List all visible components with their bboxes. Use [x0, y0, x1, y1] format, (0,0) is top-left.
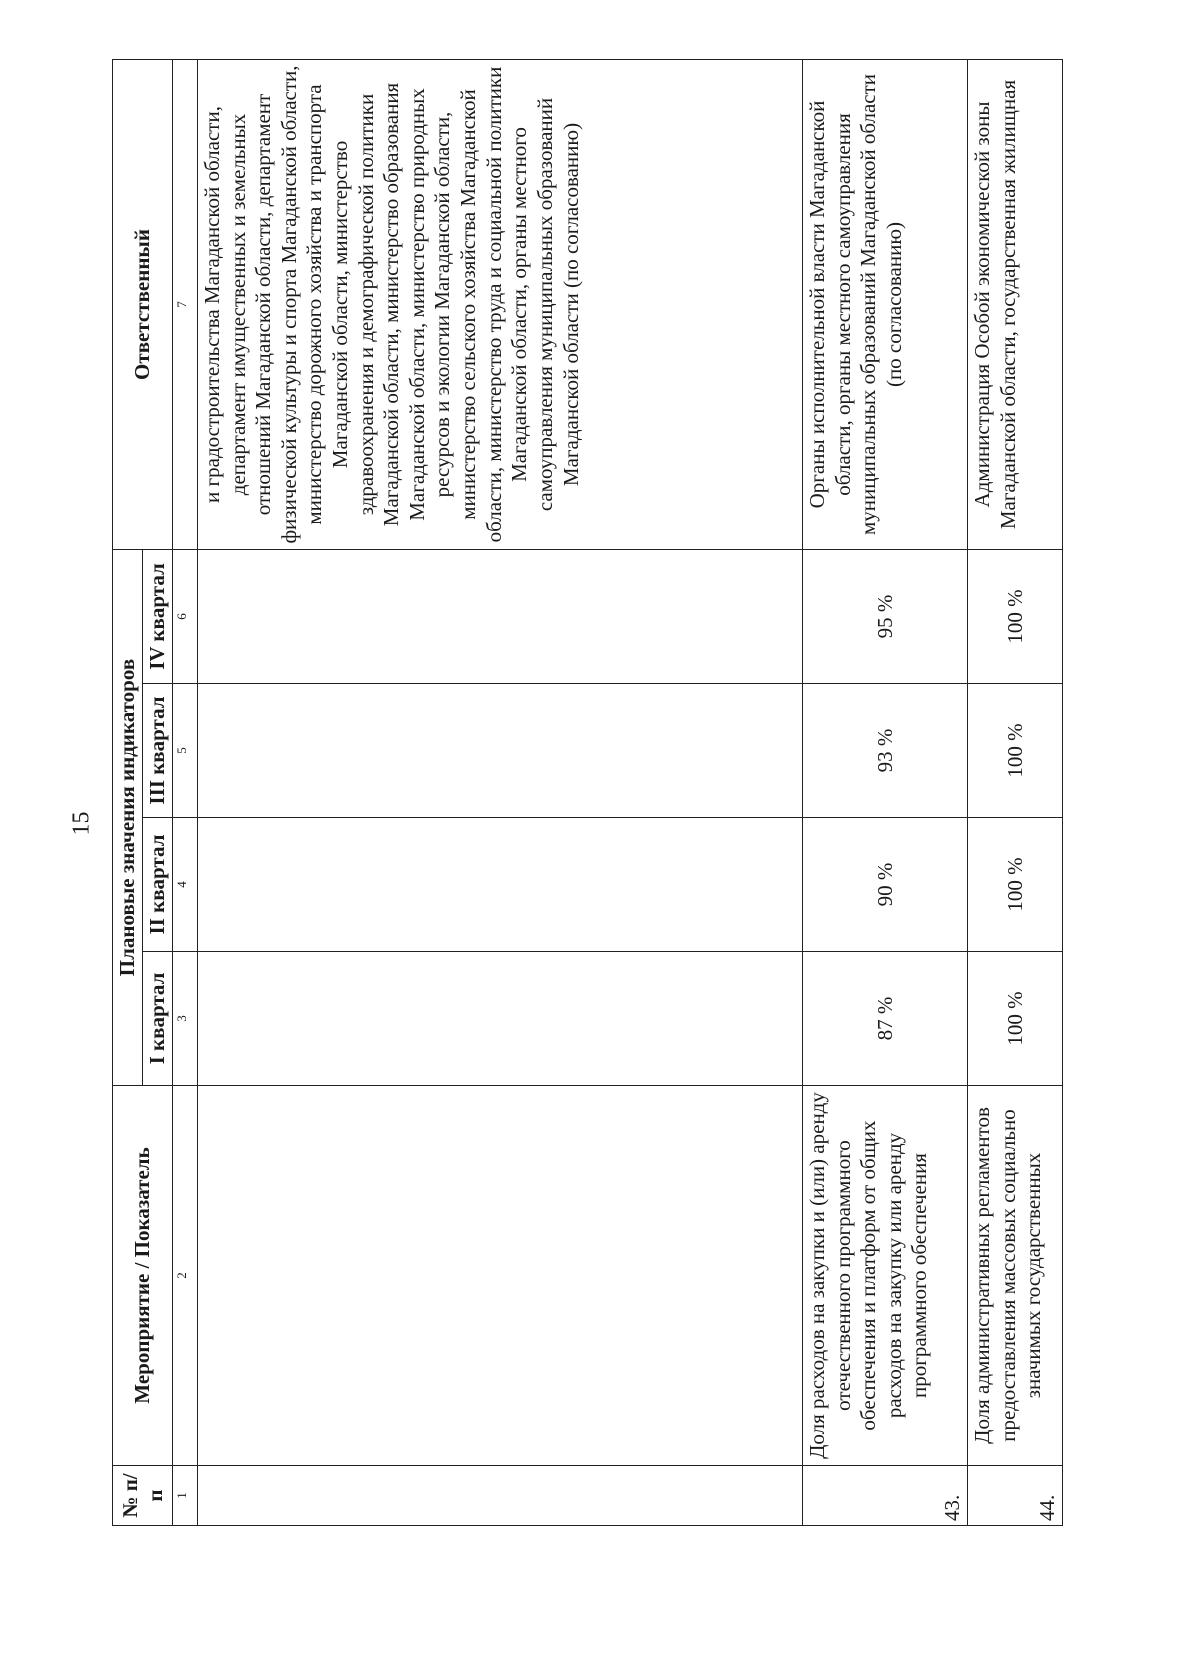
row-q3: 100 % — [968, 684, 1063, 818]
indicators-table — [112, 59, 1063, 1526]
col-number: 3 — [173, 952, 198, 1086]
row-event — [198, 1086, 803, 1466]
header-plan-group: Плановые значения индикаторов — [113, 550, 143, 1086]
row-responsible: и градостроительства Магаданской области, департамент имущественных и земельных отношений Магаданской области, департамент физической культуры и спорта Магаданской области, министерство дорожного хозяйства и транспорта Магаданской области, министерство здравоохранения и демографической политики Магаданской области, министерство образования Магаданской области, министерство природных ресурсов и экологии Магаданской области, министерство сельского хозяйства Магаданской области, министерство труда и социальной политики Магаданской области, органы местного самоуправления муниципальных образований Магаданской области (по согласованию) — [198, 60, 803, 550]
row-q4: 95 % — [803, 550, 968, 684]
row-q4 — [198, 550, 803, 684]
header-event: Мероприятие / Показатель — [113, 1086, 173, 1466]
row-q2: 90 % — [803, 818, 968, 952]
col-number: 4 — [173, 818, 198, 952]
rotated-table-container — [112, 60, 1082, 1526]
row-q2 — [198, 818, 803, 952]
row-no: 43. — [803, 1466, 968, 1526]
table-row — [198, 60, 803, 1526]
col-number: 1 — [173, 1466, 198, 1526]
col-number: 7 — [173, 60, 198, 550]
header-no: № п/п — [113, 1466, 173, 1526]
header-q3: III квартал — [143, 684, 173, 818]
col-number: 6 — [173, 550, 198, 684]
row-no: 44. — [968, 1466, 1063, 1526]
header-q2: II квартал — [143, 818, 173, 952]
header-responsible: Ответственный — [113, 60, 173, 550]
row-responsible: Администрация Особой экономической зоны Магаданской области, государственная жилищная — [968, 60, 1063, 550]
row-q3: 93 % — [803, 684, 968, 818]
table-row — [968, 60, 1063, 1526]
row-no — [198, 1466, 803, 1526]
row-q1: 100 % — [968, 952, 1063, 1086]
row-q4: 100 % — [968, 550, 1063, 684]
row-q3 — [198, 684, 803, 818]
table-row — [803, 60, 968, 1526]
page-number: 15 — [68, 811, 95, 836]
column-number-row — [173, 60, 198, 1526]
row-q1: 87 % — [803, 952, 968, 1086]
row-responsible: Органы исполнительной власти Магаданской области, органы местного самоуправления муниципальных образований Магаданской области (по согласованию) — [803, 60, 968, 550]
header-row-1 — [113, 60, 143, 1526]
row-q2: 100 % — [968, 818, 1063, 952]
col-number: 5 — [173, 684, 198, 818]
header-q4: IV квартал — [143, 550, 173, 684]
col-number: 2 — [173, 1086, 198, 1466]
header-q1: I квартал — [143, 952, 173, 1086]
row-event: Доля расходов на закупки и (или) аренду отечественного программного обеспечения и платформ от общих расходов на закупку или аренду программного обеспечения — [803, 1086, 968, 1466]
row-q1 — [198, 952, 803, 1086]
row-event: Доля административных регламентов предоставления массовых социально значимых государственных — [968, 1086, 1063, 1466]
